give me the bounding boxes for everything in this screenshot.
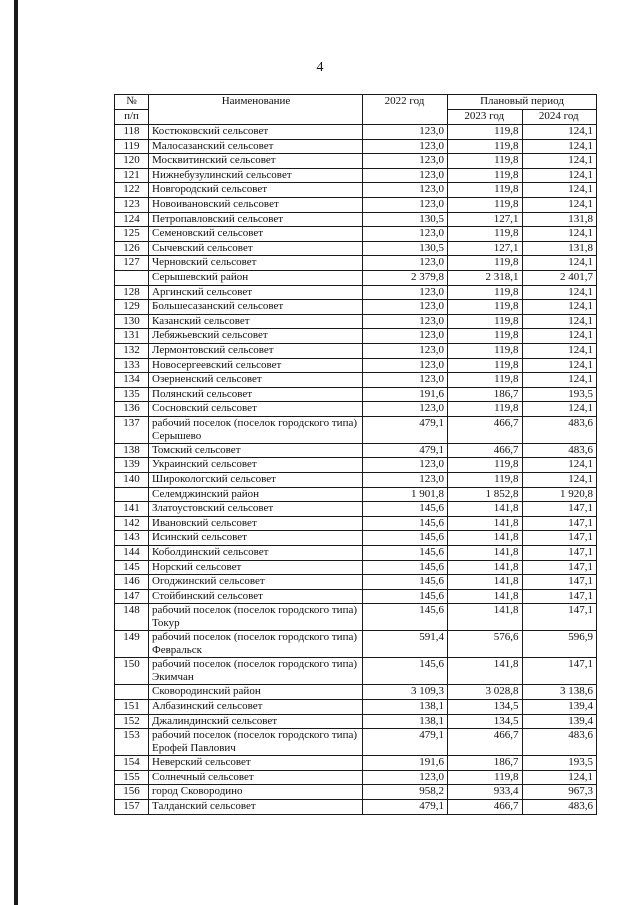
row-name: Коболдинский сельсовет	[149, 546, 363, 561]
table-row	[115, 154, 597, 169]
value-2022: 123,0	[363, 358, 448, 373]
value-2024: 124,1	[522, 256, 597, 271]
value-2022: 130,5	[363, 241, 448, 256]
row-name: Талданский сельсовет	[149, 799, 363, 814]
value-2024: 147,1	[522, 516, 597, 531]
row-number: 128	[115, 285, 149, 300]
district-row	[115, 685, 597, 700]
value-2023: 119,8	[448, 154, 523, 169]
value-2023: 141,8	[448, 575, 523, 590]
value-2023: 466,7	[448, 729, 523, 756]
row-number: 120	[115, 154, 149, 169]
row-number: 124	[115, 212, 149, 227]
value-2024: 131,8	[522, 212, 597, 227]
row-number: 150	[115, 658, 149, 685]
table-row	[115, 473, 597, 488]
value-2023: 141,8	[448, 604, 523, 631]
row-name: Большесазанский сельсовет	[149, 300, 363, 315]
value-2024: 124,1	[522, 458, 597, 473]
row-name: Новосергеевский сельсовет	[149, 358, 363, 373]
value-2024: 193,5	[522, 756, 597, 771]
value-2022: 123,0	[363, 183, 448, 198]
value-2022: 123,0	[363, 314, 448, 329]
value-2022: 123,0	[363, 373, 448, 388]
value-2023: 119,8	[448, 256, 523, 271]
row-number: 145	[115, 560, 149, 575]
value-2024: 124,1	[522, 329, 597, 344]
value-2022: 2 379,8	[363, 270, 448, 285]
value-2022: 123,0	[363, 473, 448, 488]
value-2022: 479,1	[363, 443, 448, 458]
header-planned-period: Плановый период	[448, 95, 597, 110]
row-name: Златоустовский сельсовет	[149, 502, 363, 517]
header-num	[115, 95, 149, 110]
row-number: 121	[115, 168, 149, 183]
value-2023: 119,8	[448, 125, 523, 140]
row-name: Неверский сельсовет	[149, 756, 363, 771]
table-row	[115, 785, 597, 800]
row-number: 130	[115, 314, 149, 329]
row-number: 156	[115, 785, 149, 800]
value-2023: 119,8	[448, 373, 523, 388]
value-2023: 186,7	[448, 387, 523, 402]
row-number: 137	[115, 416, 149, 443]
row-name: Сковородинский район	[149, 685, 363, 700]
value-2023: 576,6	[448, 631, 523, 658]
value-2022: 123,0	[363, 139, 448, 154]
row-name: Озерненский сельсовет	[149, 373, 363, 388]
table-row	[115, 387, 597, 402]
value-2022: 123,0	[363, 154, 448, 169]
value-2024: 124,1	[522, 154, 597, 169]
table-row	[115, 799, 597, 814]
row-number: 139	[115, 458, 149, 473]
row-name: Новоивановский сельсовет	[149, 197, 363, 212]
row-name: Стойбинский сельсовет	[149, 589, 363, 604]
row-number: 155	[115, 770, 149, 785]
value-2023: 119,8	[448, 329, 523, 344]
table-row	[115, 329, 597, 344]
table-row	[115, 227, 597, 242]
value-2022: 145,6	[363, 516, 448, 531]
value-2023: 141,8	[448, 531, 523, 546]
table-row	[115, 183, 597, 198]
value-2024: 124,1	[522, 168, 597, 183]
value-2023: 119,8	[448, 197, 523, 212]
value-2024: 2 401,7	[522, 270, 597, 285]
row-number: 125	[115, 227, 149, 242]
value-2024: 147,1	[522, 589, 597, 604]
table-row	[115, 546, 597, 561]
table-row	[115, 241, 597, 256]
value-2024: 124,1	[522, 402, 597, 417]
table-row	[115, 300, 597, 315]
value-2024: 124,1	[522, 358, 597, 373]
table-row	[115, 714, 597, 729]
row-number: 126	[115, 241, 149, 256]
table-row	[115, 560, 597, 575]
row-name: Украинский сельсовет	[149, 458, 363, 473]
row-number: 119	[115, 139, 149, 154]
value-2022: 1 901,8	[363, 487, 448, 502]
value-2024: 967,3	[522, 785, 597, 800]
row-number: 132	[115, 343, 149, 358]
value-2022: 123,0	[363, 329, 448, 344]
value-2022: 123,0	[363, 256, 448, 271]
value-2022: 123,0	[363, 125, 448, 140]
table-row	[115, 516, 597, 531]
value-2023: 141,8	[448, 502, 523, 517]
table-row	[115, 139, 597, 154]
value-2023: 119,8	[448, 402, 523, 417]
value-2024: 124,1	[522, 125, 597, 140]
value-2022: 145,6	[363, 604, 448, 631]
value-2022: 123,0	[363, 285, 448, 300]
row-number	[115, 685, 149, 700]
value-2023: 119,8	[448, 168, 523, 183]
value-2024: 483,6	[522, 443, 597, 458]
value-2024: 131,8	[522, 241, 597, 256]
row-number: 129	[115, 300, 149, 315]
value-2024: 124,1	[522, 314, 597, 329]
value-2022: 138,1	[363, 714, 448, 729]
table-row	[115, 314, 597, 329]
row-number: 154	[115, 756, 149, 771]
table-body	[115, 125, 597, 815]
value-2023: 119,8	[448, 227, 523, 242]
row-number: 134	[115, 373, 149, 388]
value-2022: 123,0	[363, 197, 448, 212]
row-name: Костюковский сельсовет	[149, 125, 363, 140]
row-number: 136	[115, 402, 149, 417]
header-2024: 2024 год	[522, 110, 597, 125]
value-2024: 147,1	[522, 502, 597, 517]
value-2024: 147,1	[522, 531, 597, 546]
value-2023: 141,8	[448, 546, 523, 561]
budget-table	[114, 94, 597, 815]
value-2023: 119,8	[448, 358, 523, 373]
value-2023: 119,8	[448, 300, 523, 315]
row-number	[115, 487, 149, 502]
value-2024: 124,1	[522, 343, 597, 358]
page-number: 4	[316, 60, 324, 75]
value-2022: 479,1	[363, 799, 448, 814]
value-2023: 466,7	[448, 799, 523, 814]
table-row	[115, 631, 597, 658]
table-row	[115, 358, 597, 373]
row-number	[115, 270, 149, 285]
row-name: Сосновский сельсовет	[149, 402, 363, 417]
value-2022: 3 109,3	[363, 685, 448, 700]
row-number: 157	[115, 799, 149, 814]
value-2023: 141,8	[448, 658, 523, 685]
value-2022: 123,0	[363, 402, 448, 417]
table-row	[115, 756, 597, 771]
row-name: Полянский сельсовет	[149, 387, 363, 402]
table-row	[115, 212, 597, 227]
table-row	[115, 373, 597, 388]
value-2024: 193,5	[522, 387, 597, 402]
value-2023: 127,1	[448, 212, 523, 227]
value-2024: 483,6	[522, 799, 597, 814]
value-2024: 124,1	[522, 183, 597, 198]
table-row	[115, 458, 597, 473]
value-2023: 2 318,1	[448, 270, 523, 285]
row-number: 147	[115, 589, 149, 604]
value-2023: 466,7	[448, 443, 523, 458]
value-2022: 191,6	[363, 756, 448, 771]
row-name: Солнечный сельсовет	[149, 770, 363, 785]
district-row	[115, 487, 597, 502]
table-row	[115, 443, 597, 458]
value-2024: 124,1	[522, 300, 597, 315]
row-name: Аргинский сельсовет	[149, 285, 363, 300]
value-2024: 147,1	[522, 560, 597, 575]
row-number: 133	[115, 358, 149, 373]
row-name: Малосазанский сельсовет	[149, 139, 363, 154]
value-2022: 479,1	[363, 729, 448, 756]
row-name: Норский сельсовет	[149, 560, 363, 575]
row-name: рабочий поселок (поселок городского типа) Экимчан	[149, 658, 363, 685]
header-2022: 2022 год	[363, 95, 448, 125]
table-row	[115, 285, 597, 300]
value-2023: 134,5	[448, 700, 523, 715]
row-number: 135	[115, 387, 149, 402]
value-2022: 123,0	[363, 770, 448, 785]
header-name: Наименование	[149, 95, 363, 125]
row-name: рабочий поселок (поселок городского типа) Февральск	[149, 631, 363, 658]
district-row	[115, 270, 597, 285]
value-2023: 119,8	[448, 343, 523, 358]
row-number: 140	[115, 473, 149, 488]
value-2022: 138,1	[363, 700, 448, 715]
value-2024: 124,1	[522, 285, 597, 300]
value-2023: 119,8	[448, 473, 523, 488]
value-2022: 145,6	[363, 575, 448, 590]
value-2023: 134,5	[448, 714, 523, 729]
value-2022: 591,4	[363, 631, 448, 658]
value-2023: 127,1	[448, 241, 523, 256]
value-2024: 147,1	[522, 575, 597, 590]
row-name: Селемджинский район	[149, 487, 363, 502]
row-name: Семеновский сельсовет	[149, 227, 363, 242]
value-2023: 119,8	[448, 458, 523, 473]
value-2024: 1 920,8	[522, 487, 597, 502]
table-row	[115, 770, 597, 785]
value-2023: 119,8	[448, 314, 523, 329]
row-name: Сычевский сельсовет	[149, 241, 363, 256]
row-name: Москвитинский сельсовет	[149, 154, 363, 169]
row-name: Серышевский район	[149, 270, 363, 285]
row-name: Албазинский сельсовет	[149, 700, 363, 715]
row-number: 152	[115, 714, 149, 729]
row-number: 118	[115, 125, 149, 140]
value-2024: 483,6	[522, 729, 597, 756]
value-2024: 124,1	[522, 139, 597, 154]
row-number: 138	[115, 443, 149, 458]
value-2024: 596,9	[522, 631, 597, 658]
value-2023: 466,7	[448, 416, 523, 443]
row-number: 153	[115, 729, 149, 756]
table-row	[115, 197, 597, 212]
table-row	[115, 658, 597, 685]
value-2024: 147,1	[522, 546, 597, 561]
value-2024: 124,1	[522, 770, 597, 785]
table-row	[115, 168, 597, 183]
row-name: Черновский сельсовет	[149, 256, 363, 271]
table-row	[115, 125, 597, 140]
value-2023: 141,8	[448, 516, 523, 531]
value-2022: 123,0	[363, 227, 448, 242]
value-2022: 123,0	[363, 300, 448, 315]
value-2024: 124,1	[522, 473, 597, 488]
value-2023: 119,8	[448, 139, 523, 154]
table-row	[115, 256, 597, 271]
value-2022: 145,6	[363, 658, 448, 685]
value-2022: 479,1	[363, 416, 448, 443]
header-num-sub: п/п	[115, 110, 149, 125]
table-row	[115, 343, 597, 358]
value-2023: 141,8	[448, 589, 523, 604]
value-2022: 145,6	[363, 546, 448, 561]
row-number: 144	[115, 546, 149, 561]
row-name: Казанский сельсовет	[149, 314, 363, 329]
value-2023: 119,8	[448, 183, 523, 198]
value-2024: 124,1	[522, 227, 597, 242]
header-2023: 2023 год	[448, 110, 523, 125]
row-number: 122	[115, 183, 149, 198]
row-number: 143	[115, 531, 149, 546]
row-name: Нижнебузулинский сельсовет	[149, 168, 363, 183]
row-number: 151	[115, 700, 149, 715]
table-row	[115, 416, 597, 443]
row-name: Томский сельсовет	[149, 443, 363, 458]
value-2023: 141,8	[448, 560, 523, 575]
value-2024: 139,4	[522, 714, 597, 729]
row-name: Лермонтовский сельсовет	[149, 343, 363, 358]
table-row	[115, 729, 597, 756]
row-number: 148	[115, 604, 149, 631]
row-name: Новгородский сельсовет	[149, 183, 363, 198]
value-2024: 3 138,6	[522, 685, 597, 700]
row-name: рабочий поселок (поселок городского типа) Токур	[149, 604, 363, 631]
value-2022: 123,0	[363, 343, 448, 358]
value-2022: 145,6	[363, 560, 448, 575]
value-2022: 145,6	[363, 531, 448, 546]
table-row	[115, 575, 597, 590]
row-name: Джалиндинский сельсовет	[149, 714, 363, 729]
table-row	[115, 604, 597, 631]
value-2022: 958,2	[363, 785, 448, 800]
row-name: Лебяжьевский сельсовет	[149, 329, 363, 344]
value-2023: 3 028,8	[448, 685, 523, 700]
value-2022: 123,0	[363, 168, 448, 183]
value-2022: 123,0	[363, 458, 448, 473]
value-2022: 145,6	[363, 502, 448, 517]
value-2022: 145,6	[363, 589, 448, 604]
table-row	[115, 589, 597, 604]
row-number: 149	[115, 631, 149, 658]
row-number: 142	[115, 516, 149, 531]
row-name: рабочий поселок (поселок городского типа) Ерофей Павлович	[149, 729, 363, 756]
table-row	[115, 531, 597, 546]
value-2024: 124,1	[522, 373, 597, 388]
value-2022: 191,6	[363, 387, 448, 402]
row-name: Исинский сельсовет	[149, 531, 363, 546]
table-row	[115, 402, 597, 417]
row-name: Петропавловский сельсовет	[149, 212, 363, 227]
row-number: 127	[115, 256, 149, 271]
row-number: 131	[115, 329, 149, 344]
value-2024: 139,4	[522, 700, 597, 715]
table-row	[115, 502, 597, 517]
value-2022: 130,5	[363, 212, 448, 227]
row-number: 141	[115, 502, 149, 517]
row-name: город Сковородино	[149, 785, 363, 800]
row-number: 146	[115, 575, 149, 590]
value-2023: 186,7	[448, 756, 523, 771]
table-row	[115, 700, 597, 715]
value-2024: 147,1	[522, 658, 597, 685]
value-2024: 124,1	[522, 197, 597, 212]
row-name: рабочий поселок (поселок городского типа) Серышево	[149, 416, 363, 443]
value-2023: 933,4	[448, 785, 523, 800]
row-name: Широкологский сельсовет	[149, 473, 363, 488]
row-name: Ивановский сельсовет	[149, 516, 363, 531]
scan-edge-bar	[14, 0, 18, 905]
value-2023: 119,8	[448, 285, 523, 300]
row-name: Огоджинский сельсовет	[149, 575, 363, 590]
value-2024: 147,1	[522, 604, 597, 631]
header-num-label: №	[126, 95, 137, 107]
value-2023: 119,8	[448, 770, 523, 785]
value-2024: 483,6	[522, 416, 597, 443]
row-number: 123	[115, 197, 149, 212]
value-2023: 1 852,8	[448, 487, 523, 502]
